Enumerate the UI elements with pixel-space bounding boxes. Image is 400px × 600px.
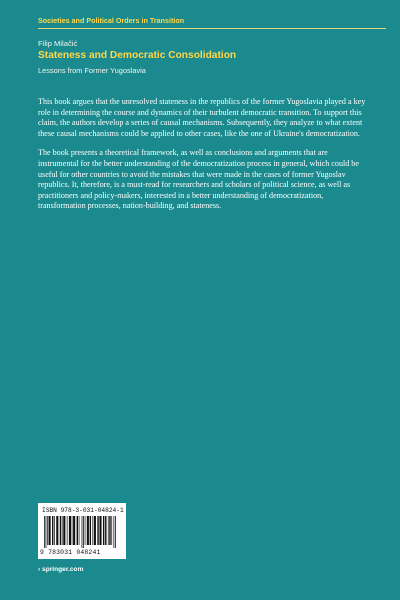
barcode-graphic	[44, 516, 120, 548]
barcode-bar	[72, 516, 73, 545]
barcode-bar	[77, 516, 78, 545]
barcode-bar	[105, 516, 106, 545]
barcode-bar	[79, 516, 80, 545]
blurb-paragraph-2: The book presents a theoretical framework, as well as conclusions and arguments that are instrumental for the better understanding of the democratization process in general, which could be useful for other countries to avoid the mistakes that were made in the cases of former Yugoslav republics. It, therefore, is a must-read for researchers and scholars of political science, as well as practitioners and policy-makers, interested in a better understanding of democratization, transformation processes, nation-building, and stateness.	[38, 148, 359, 211]
barcode-bar	[63, 516, 65, 545]
barcode-bar	[103, 516, 104, 545]
barcode-bar	[113, 516, 114, 548]
publisher-url: › springer.com	[38, 566, 84, 573]
barcode-bar	[92, 516, 93, 545]
barcode-bar	[90, 516, 91, 545]
barcode-bar	[46, 516, 47, 548]
author-name: Filip Milačić	[38, 39, 78, 48]
barcode-bar	[97, 516, 98, 545]
barcode-bar	[115, 516, 116, 548]
barcode-bar	[94, 516, 96, 545]
barcode-bar	[111, 516, 112, 545]
barcode-bar	[56, 516, 58, 545]
barcode-digits: 9 783031 048241	[40, 549, 101, 556]
barcode-bar	[109, 516, 110, 545]
barcode-bar	[52, 516, 53, 545]
blurb-paragraph-1: This book argues that the unresolved stateness in the republics of the former Yugoslavia played a key role in determining the course and dynamics of their turbulent democratic transition. To support this claim, the authors develop a series of causal mechanisms. Subsequently, they analyze to what extent these causal mechanisms could be applied to other cases, like the one of Ukraine's democratization.	[38, 97, 366, 138]
header-rule	[38, 28, 386, 29]
barcode-bar	[47, 516, 48, 545]
barcode-panel	[38, 503, 126, 559]
barcode-bar	[87, 516, 89, 545]
barcode-bar	[73, 516, 75, 545]
isbn-label: ISBN 978-3-031-04824-1	[42, 507, 124, 514]
barcode-bar	[85, 516, 86, 545]
barcode-bar	[44, 516, 45, 548]
barcode-bar	[60, 516, 61, 545]
barcode-bar	[54, 516, 55, 545]
book-title: Stateness and Democratic Consolidation	[38, 50, 237, 61]
barcode-bar	[82, 516, 83, 548]
book-subtitle: Lessons from Former Yugoslavia	[38, 66, 146, 75]
barcode-bar	[108, 516, 109, 545]
barcode-bar	[67, 516, 68, 545]
barcode-bar	[62, 516, 63, 545]
barcode-bar	[69, 516, 71, 545]
blurb-text	[38, 97, 368, 212]
barcode-bar	[83, 516, 84, 548]
barcode-bar	[99, 516, 101, 545]
barcode-bar	[49, 516, 51, 545]
series-name: Societies and Political Orders in Transition	[38, 16, 185, 25]
